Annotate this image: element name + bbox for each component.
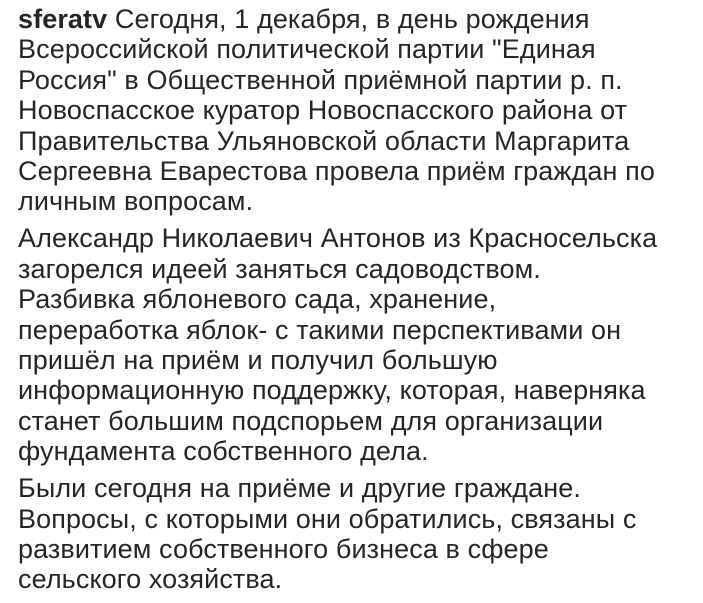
caption-line: пришёл на приём и получил большую [18, 344, 498, 375]
username-link[interactable]: sferatv [18, 4, 108, 34]
caption-line: сельского хозяйства. [18, 564, 283, 595]
caption-paragraph-3 [18, 473, 698, 595]
caption-line: Были сегодня на приёме и другие граждане. [18, 473, 581, 504]
caption-line: Александр Николаевич Антонов из Красносельска [18, 223, 658, 254]
caption-line: Правительства Ульяновской области Маргарита [18, 125, 630, 156]
caption-line: Вопросы, с которыми они обратились, связаны с [18, 503, 637, 534]
caption-line: личным вопросам. [18, 186, 254, 217]
caption-line: Сергеевна Еварестова провела приём граждан по [18, 156, 655, 187]
caption-line: информационную поддержку, которая, наверняка [18, 375, 646, 406]
caption-line: развитием собственного бизнеса в сфере [18, 533, 549, 564]
post-caption [18, 4, 698, 601]
caption-line [18, 4, 698, 34]
caption-line: переработка яблок- с такими перспективами он [18, 314, 622, 345]
caption-line: Россия" в Общественной приёмной партии р. п. [18, 64, 623, 95]
caption-line: загорелся идеей заняться садоводством. [18, 253, 541, 284]
caption-line: фундамента собственного дела. [18, 436, 429, 467]
caption-text: Сегодня, 1 декабря, в день рождения [107, 4, 590, 34]
caption-paragraph-2 [18, 223, 698, 466]
caption-paragraph-1 [18, 4, 698, 217]
caption-line: станет большим подспорьем для организации [18, 405, 604, 436]
caption-line: Разбивка яблоневого сада, хранение, [18, 284, 497, 315]
caption-line: Новоспасское куратор Новоспасского района от [18, 95, 628, 126]
caption-line: Всероссийской политической партии "Единая [18, 34, 596, 65]
